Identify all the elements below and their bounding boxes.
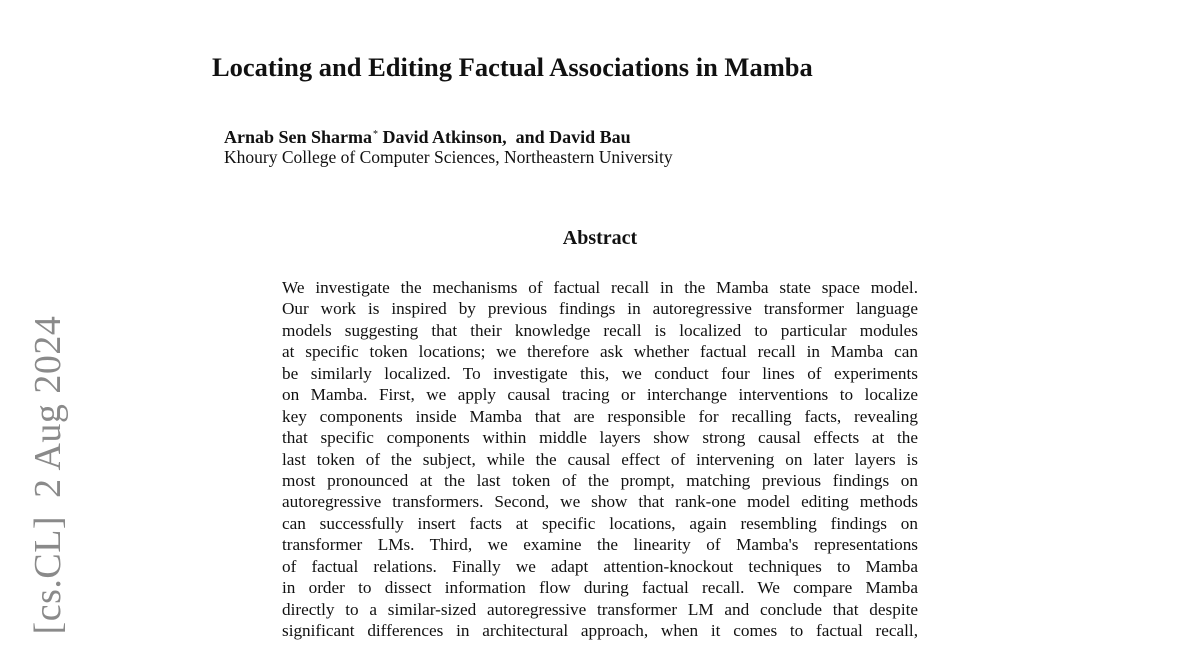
abstract-line: last token of the subject, while the causal effect of intervening on later layers is — [282, 449, 918, 469]
author-name: Arnab Sen Sharma — [224, 127, 373, 147]
author-footnote-mark: * — [373, 129, 379, 140]
abstract-line: at specific token locations; we therefore ask whether factual recall in Mamba can — [282, 342, 918, 362]
abstract-line: key components inside Mamba that are responsible for recalling facts, revealing — [282, 406, 918, 426]
author-name: and David Bau — [515, 127, 631, 147]
abstract-line: on Mamba. First, we apply causal tracing or interchange interventions to localize — [282, 385, 918, 405]
abstract-line: autoregressive transformers. Second, we show that rank-one model editing methods — [282, 492, 918, 512]
author-affiliation: Khoury College of Computer Sciences, Northeastern University — [224, 147, 673, 167]
abstract-heading: Abstract — [562, 227, 638, 249]
abstract-line: be similarly localized. To investigate this, we conduct four lines of experiments — [282, 363, 918, 383]
arxiv-date: 2 Aug 2024 — [27, 315, 69, 498]
author-name: David Atkinson, — [382, 127, 507, 147]
abstract-line: can successfully insert facts at specific locations, again resembling findings on — [282, 513, 918, 533]
abstract-line: transformer LMs. Third, we examine the linearity of Mamba's representations — [282, 535, 918, 555]
abstract-line: in order to dissect information flow during factual recall. We compare Mamba — [282, 578, 918, 598]
abstract-body — [282, 277, 918, 641]
abstract-line: that specific components within middle layers show strong causal effects at the — [282, 428, 918, 448]
abstract-line: significant differences in architectural approach, when it comes to factual recall, — [282, 621, 918, 640]
abstract-line: most pronounced at the last token of the prompt, matching previous findings on — [282, 470, 918, 490]
abstract-line: We investigate the mechanisms of factual recall in the Mamba state space model. — [282, 278, 918, 297]
paper-title: Locating and Editing Factual Associations in Mamba — [212, 52, 813, 82]
author-list — [224, 124, 631, 148]
abstract-line: models suggesting that their knowledge recall is localized to particular modules — [282, 320, 918, 340]
arxiv-identifier-stamp — [26, 316, 70, 635]
abstract-line: Our work is inspired by previous findings in autoregressive transformer language — [282, 299, 918, 319]
arxiv-category: [cs.CL] — [27, 515, 69, 635]
abstract-line: of factual relations. Finally we adapt attention-knockout techniques to Mamba — [282, 556, 918, 576]
abstract-line: directly to a similar-sized autoregressive transformer LM and conclude that despite — [282, 599, 918, 619]
